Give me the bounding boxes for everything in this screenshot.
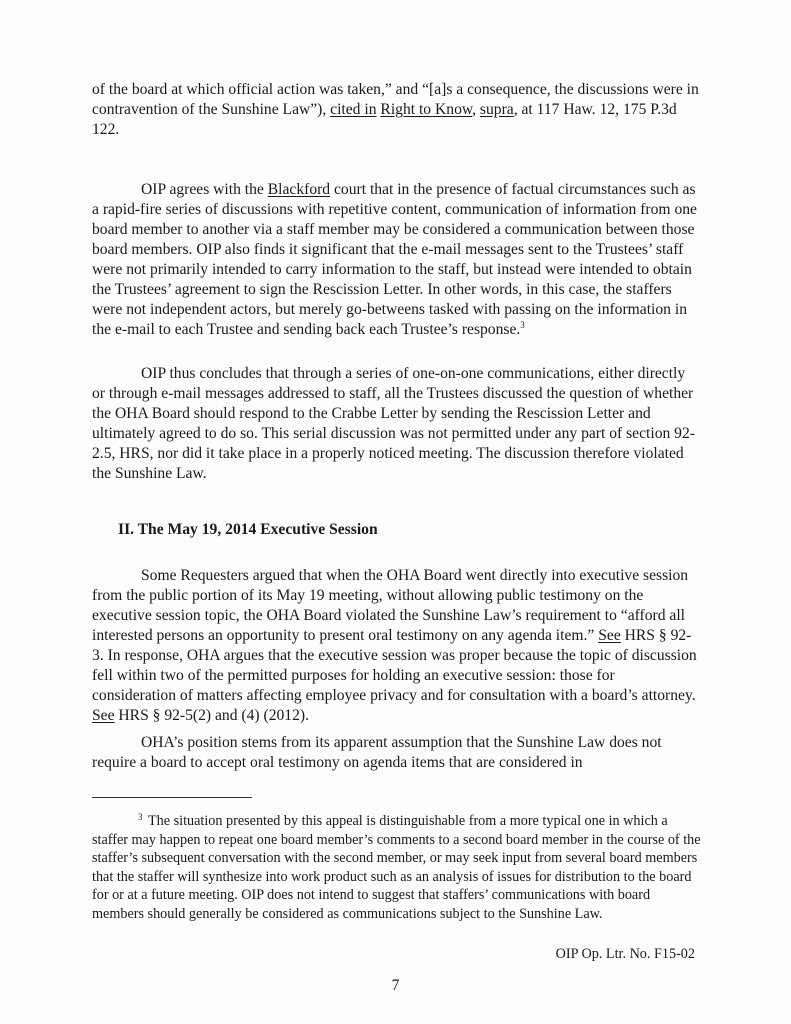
section-heading: II. The May 19, 2014 Executive Session [118,521,378,538]
opinion-citation: OIP Op. Ltr. No. F15-02 [555,946,695,962]
footnote-text: The situation presented by this appeal is distinguishable from a more typical one in which a staffer may happen to repeat one board member’s comments to a second board member in the course of the staffer’s subsequent conversation with the second member, or may seek input from several board members that the staffer will synthesize into work product such as an analysis of issues for distribution to the board for or at a future meeting. OIP does not intend to suggest that staffers’ communications with board members should generally be considered as communications subject to the Sunshine Law. [92,813,701,922]
paragraph-conclusion: OIP thus concludes that through a series of one-on-one communications, either directly or through e-mail messages addressed to staff, all the Trustees discussed the question of whether the OHA Board should respond to the Crabbe Letter by sending the Rescission Letter and ultimately agreed to do so. This serial discussion was not permitted under any part of section 92-2.5, HRS, nor did it take place in a properly noticed meeting. The discussion therefore violated the Sunshine Law. [92,365,695,482]
blackford-citation: Blackford [267,181,331,198]
paragraph-oha-position: OHA’s position stems from its apparent assumption that the Sunshine Law does not require a board to accept oral testimony on agenda items that are considered in [92,734,662,771]
footnote: 3 The situation presented by this appeal is distinguishable from a more typical one in which a staffer may happen to repeat one board member’s comments to a second board member in the course of the staffer’s subsequent conversation with the second member, or may seek input from several board members that the staffer will synthesize into work product such as an analysis of issues for distribution to the board for or at a future meeting. OIP does not intend to suggest that staffers’ communications with board members should generally be considered as communications subject to the Sunshine Law. [92,812,701,922]
paragraph-requesters: Some Requesters argued that when the OHA Board went directly into executive session from the public portion of its May 19 meeting, without allowing public testimony on the executive session topic, the OHA Board violated the Sunshine Law’s requirement to “afford all interested persons an opportunity to present oral testimony on any agenda item.” See HRS § 92-3. In response, OHA argues that the executive session was proper because the topic of discussion fell within two of the permitted purposes for holding an executive session: those for consideration of matters affecting employee privacy and for consultation with a board’s attorney. See HRS § 92-5(2) and (4) (2012). [92,567,697,724]
right-to-know-citation: Right to Know [380,101,473,118]
cited-in-signal: cited in [330,101,377,118]
footnote-divider [92,797,252,798]
see-signal: See [598,627,621,644]
see-signal: See [92,707,115,724]
supra-signal: supra [479,101,514,118]
footnote-reference: 3 [520,320,525,330]
paragraph-blackford: OIP agrees with the Blackford court that in the presence of factual circumstances such as a rapid-fire series of discussions with repetitive content, communication of information from one board member to another via a staff member may be considered a communication between those board members. OIP also finds it significant that the e-mail messages sent to the Trustees’ staff were not primarily intended to carry information to the staff, but instead were intended to obtain the Trustees’ agreement to sign the Rescission Letter. In other words, in this case, the staffers were not independent actors, but merely go-betweens tasked with passing on the information in the e-mail to each Trustee and sending back each Trustee’s response.$^3$ [92,181,697,338]
page-number: 7 [391,977,400,994]
paragraph-continuation: of the board at which official action was taken,” and “[a]s a consequence, the discussions were in contravention of the Sunshine Law”), cited in Right to Know, supra, at 117 Haw. 12, 175 P.3d 122. [92,81,699,138]
